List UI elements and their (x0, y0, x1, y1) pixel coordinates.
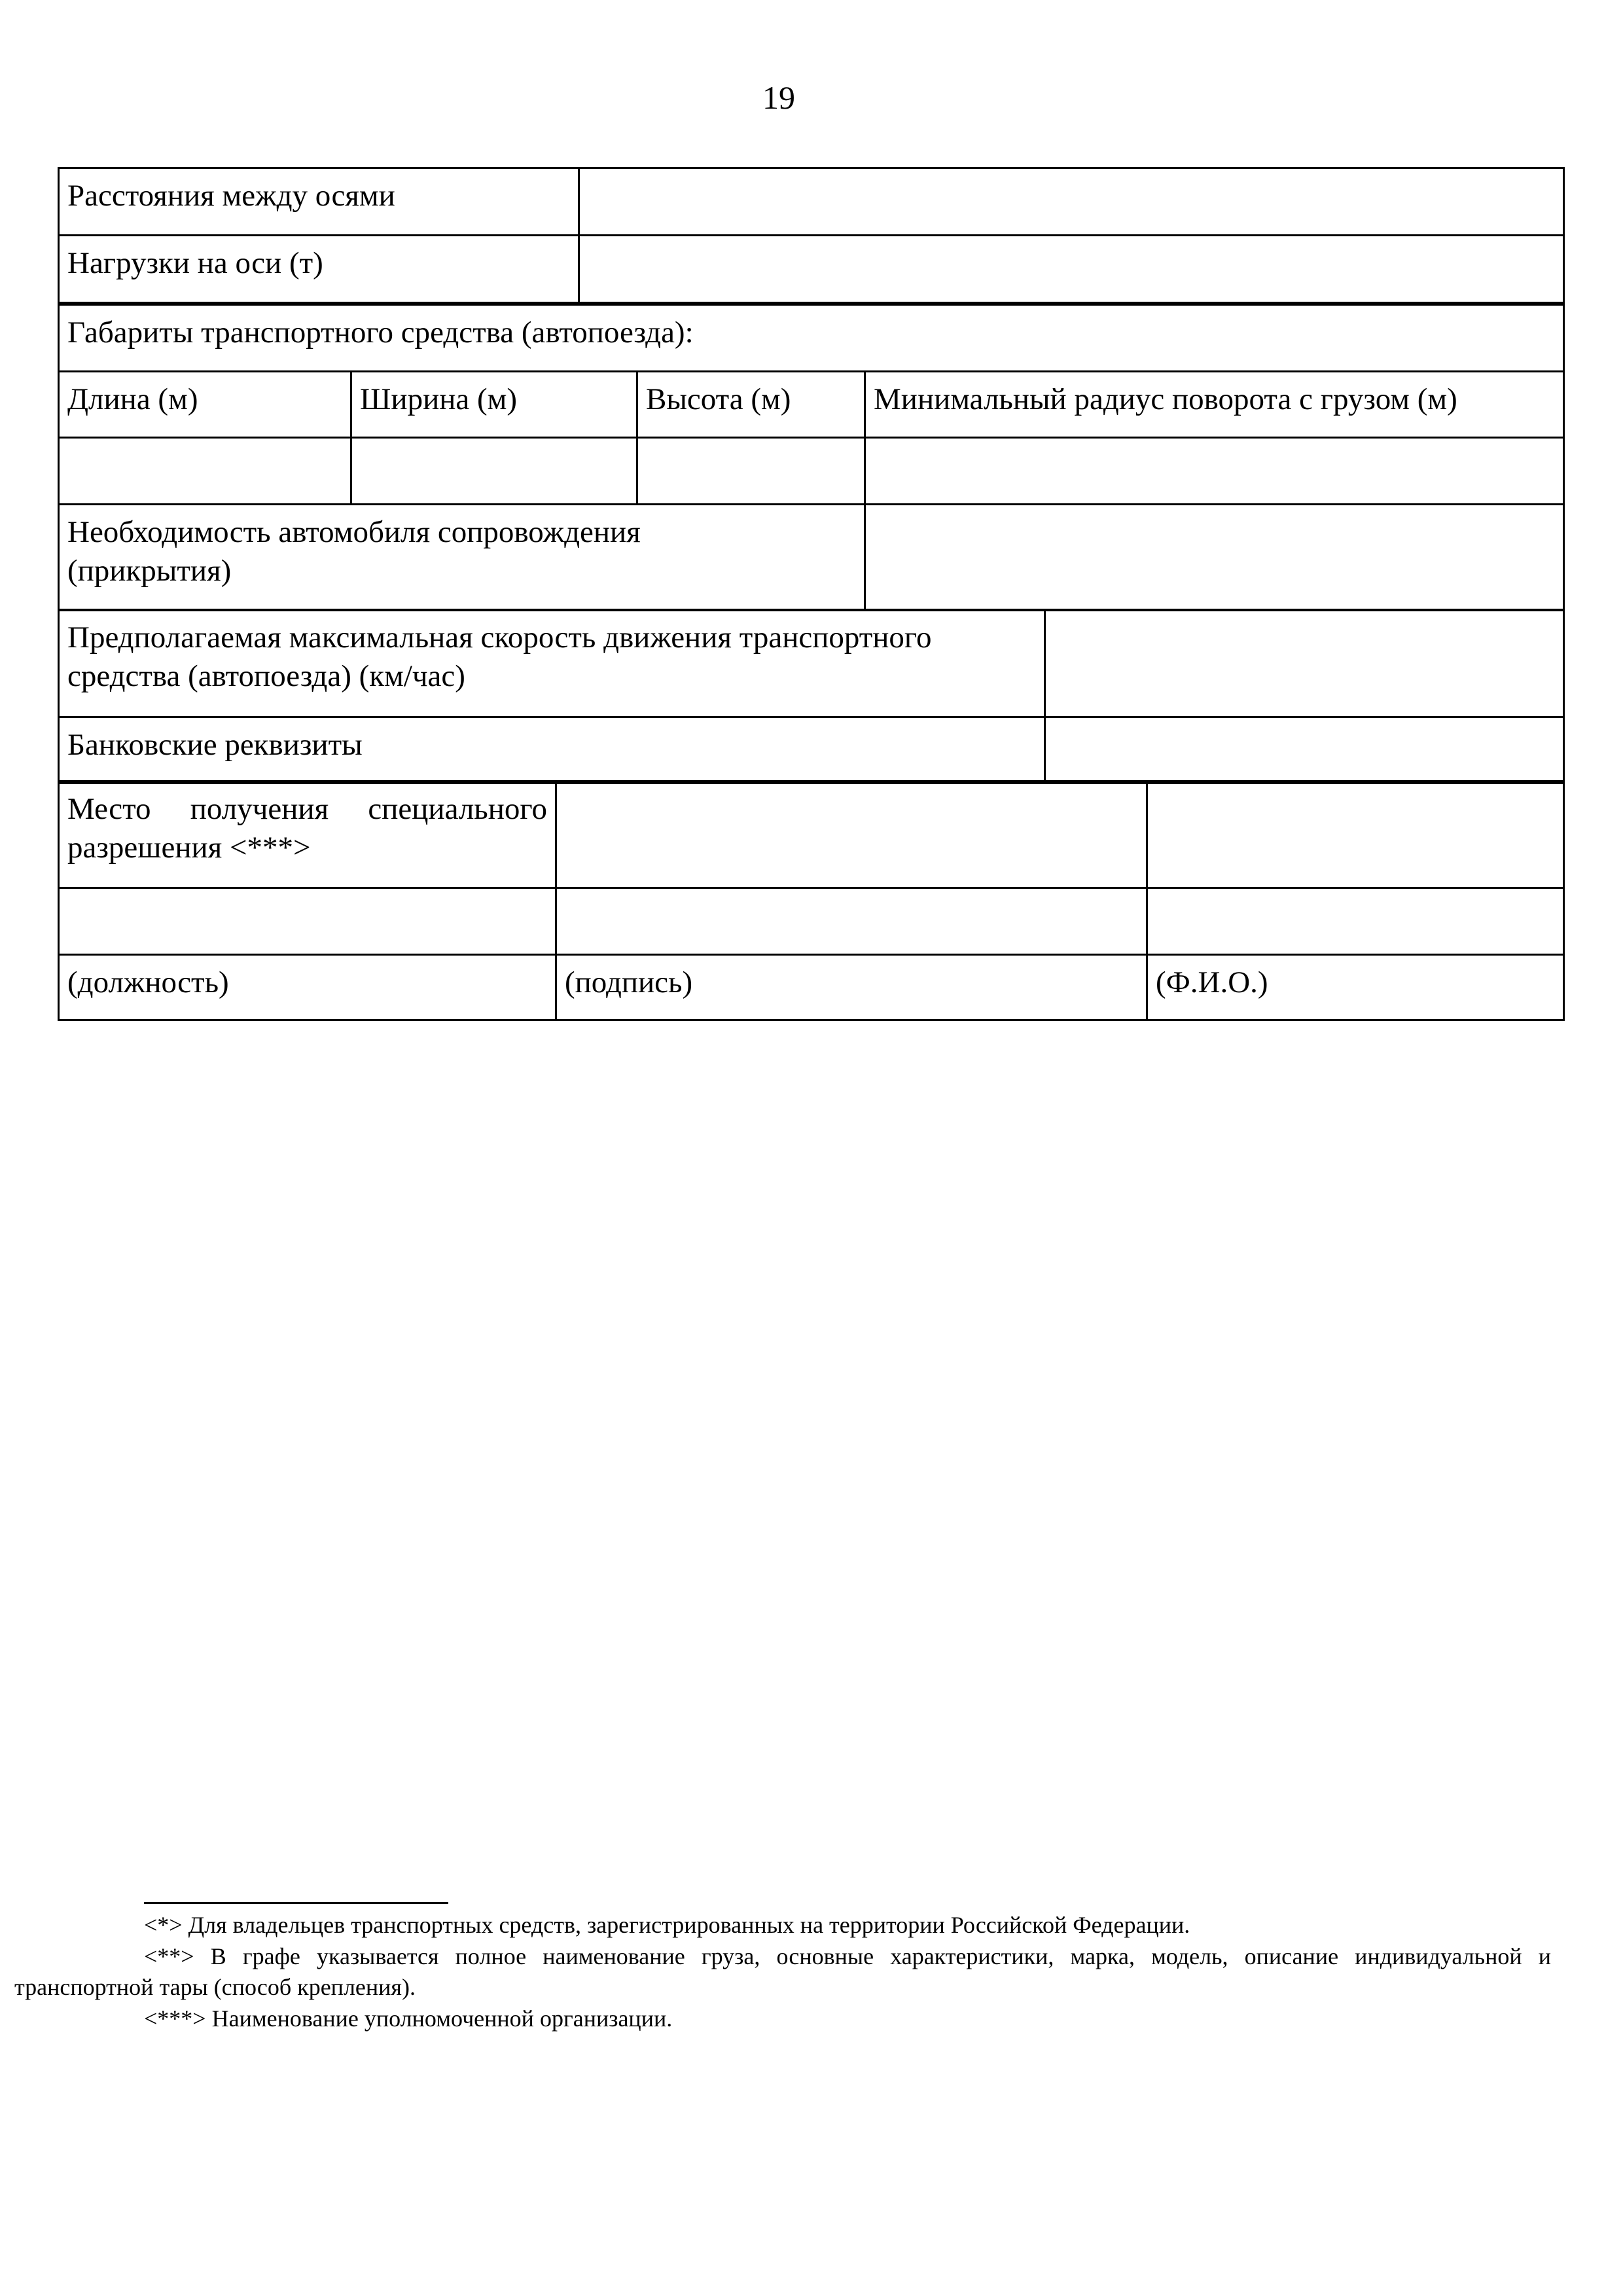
height-label: Высота (м) (637, 372, 865, 438)
axle-table (58, 167, 1565, 304)
position-caption: (должность) (59, 955, 556, 1020)
permit-place-label (59, 781, 556, 888)
speed-label-line1: Предполагаемая максимальная скорость движения транспортного (67, 620, 932, 655)
speed-bank-table (58, 609, 1565, 784)
dimensions-table (58, 304, 1565, 611)
permit-place-value[interactable] (556, 781, 1147, 888)
page-number: 19 (762, 79, 795, 116)
speed-value[interactable] (1045, 610, 1564, 717)
position-field[interactable] (59, 888, 556, 955)
speed-label-line2: средства (автопоезда) (км/час) (67, 658, 465, 693)
fio-caption: (Ф.И.О.) (1147, 955, 1564, 1020)
footnotes (14, 1910, 1551, 2034)
footnote-separator (144, 1902, 448, 1904)
permit-place-line2: разрешения <***> (67, 830, 311, 865)
turn-radius-value[interactable] (865, 438, 1564, 505)
footnote-1: <*> Для владельцев транспортных средств, зарегистрированных на территории Российской Федерации. (144, 1912, 1190, 1938)
length-value[interactable] (59, 438, 351, 505)
width-label: Ширина (м) (351, 372, 637, 438)
axle-distance-value[interactable] (579, 168, 1564, 236)
permit-place-line1: Место получения специального (67, 792, 547, 826)
signature-caption: (подпись) (556, 955, 1147, 1020)
fio-field[interactable] (1147, 888, 1564, 955)
height-value[interactable] (637, 438, 865, 505)
escort-label (59, 505, 865, 611)
signature-field[interactable] (556, 888, 1147, 955)
speed-label (59, 610, 1045, 717)
length-label: Длина (м) (59, 372, 351, 438)
permit-place-extra[interactable] (1147, 781, 1564, 888)
dimensions-heading: Габариты транспортного средства (автопоезда): (59, 305, 1564, 372)
signature-table (58, 780, 1565, 1021)
escort-label-line2: (прикрытия) (67, 553, 232, 588)
turn-radius-label: Минимальный радиус поворота с грузом (м) (865, 372, 1564, 438)
bank-label: Банковские реквизиты (59, 717, 1045, 783)
footnote-3: <***> Наименование уполномоченной организации. (144, 2005, 673, 2032)
escort-label-line1: Необходимость автомобиля сопровождения (67, 515, 641, 549)
axle-load-label: Нагрузки на оси (т) (59, 236, 579, 303)
bank-value[interactable] (1045, 717, 1564, 783)
axle-distance-label: Расстояния между осями (59, 168, 579, 236)
axle-load-value[interactable] (579, 236, 1564, 303)
footnote-2: <**> В графе указывается полное наименование груза, основные характеристики, марка, модель, описание индивидуальной и транспортной тары (способ крепления). (14, 1943, 1551, 2001)
escort-value[interactable] (865, 505, 1564, 611)
width-value[interactable] (351, 438, 637, 505)
